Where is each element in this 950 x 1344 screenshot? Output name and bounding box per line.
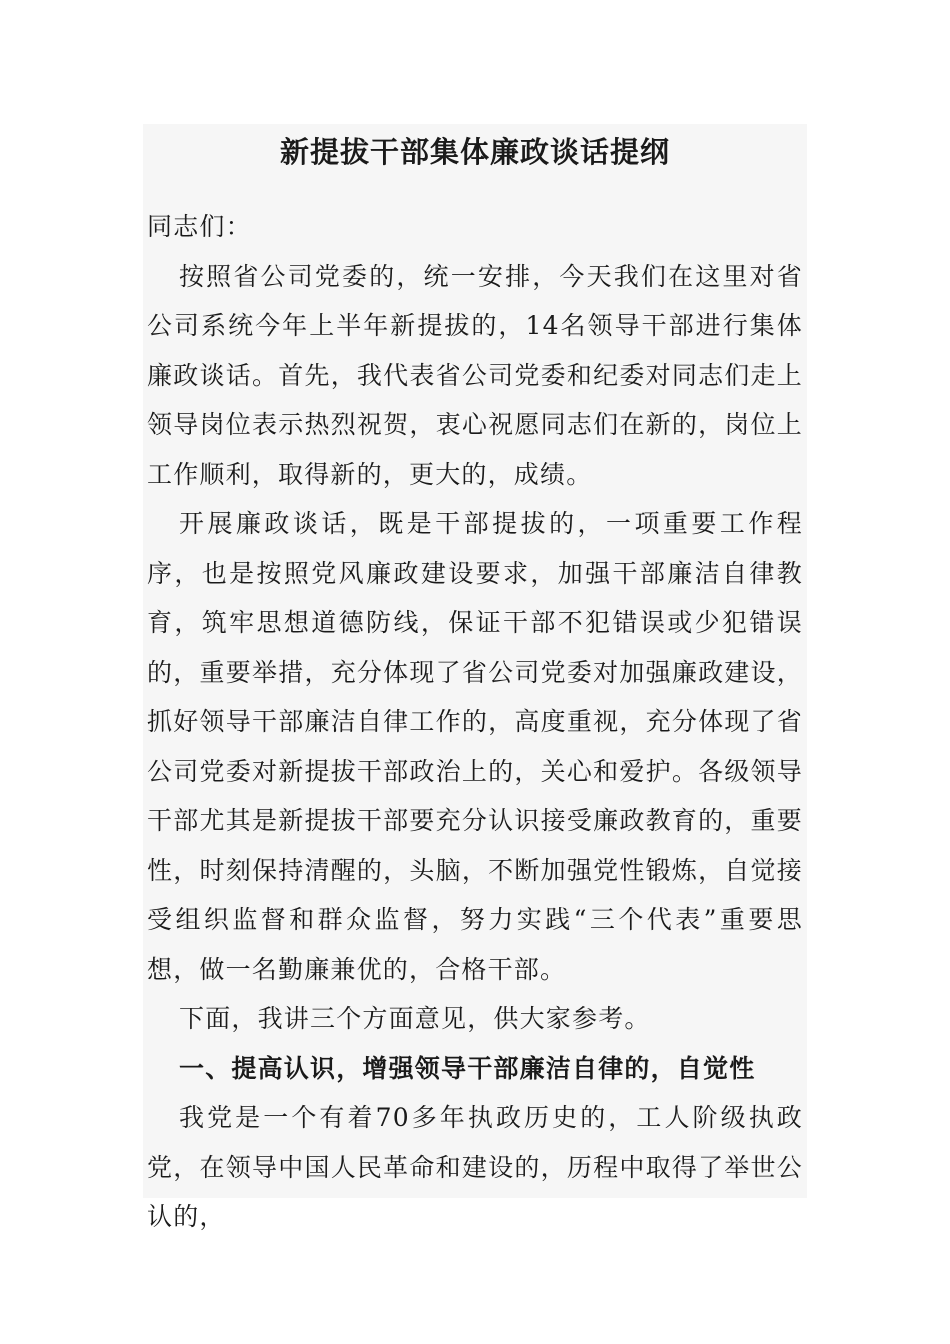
document-page bbox=[143, 124, 807, 1231]
paragraph-purpose: 开展廉政谈话，既是干部提拔的，一项重要工作程序，也是按照党风廉政建设要求，加强干部廉洁自律教育，筑牢思想道德防线，保证干部不犯错误或少犯错误的，重要举措，充分体现了省公司党委对加强廉政建设，抓好领导干部廉洁自律工作的，高度重视，充分体现了省公司党委对新提拔干部政治上的，关心和爱护。各级领导干部尤其是新提拔干部要充分认识接受廉政教育的，重要性，时刻保持清醒的，头脑，不断加强党性锻炼，自觉接受组织监督和群众监督，努力实践“三个代表”重要思想，做一名勤廉兼优的，合格干部。 bbox=[147, 509, 803, 984]
section-paragraph: 我党是一个有着70多年执政历史的，工人阶级执政党，在领导中国人民革命和建设的，历程中取得了举世公认的， bbox=[147, 1103, 803, 1231]
paragraph-intro: 按照省公司党委的，统一安排，今天我们在这里对省公司系统今年上半年新提拔的，14名领导干部进行集体廉政谈话。首先，我代表省公司党委和纪委对同志们走上领导岗位表示热烈祝贺，衷心祝愿同志们在新的，岗位上工作顺利，取得新的，更大的，成绩。 bbox=[147, 261, 803, 489]
document-body bbox=[147, 202, 803, 1242]
section-heading: 一、提高认识，增强领导干部廉洁自律的，自觉性 bbox=[179, 1053, 756, 1083]
paragraph-outline: 下面，我讲三个方面意见，供大家参考。 bbox=[179, 1004, 651, 1033]
document-title: 新提拔干部集体廉政谈话提纲 bbox=[279, 135, 670, 169]
salutation: 同志们： bbox=[147, 212, 252, 241]
